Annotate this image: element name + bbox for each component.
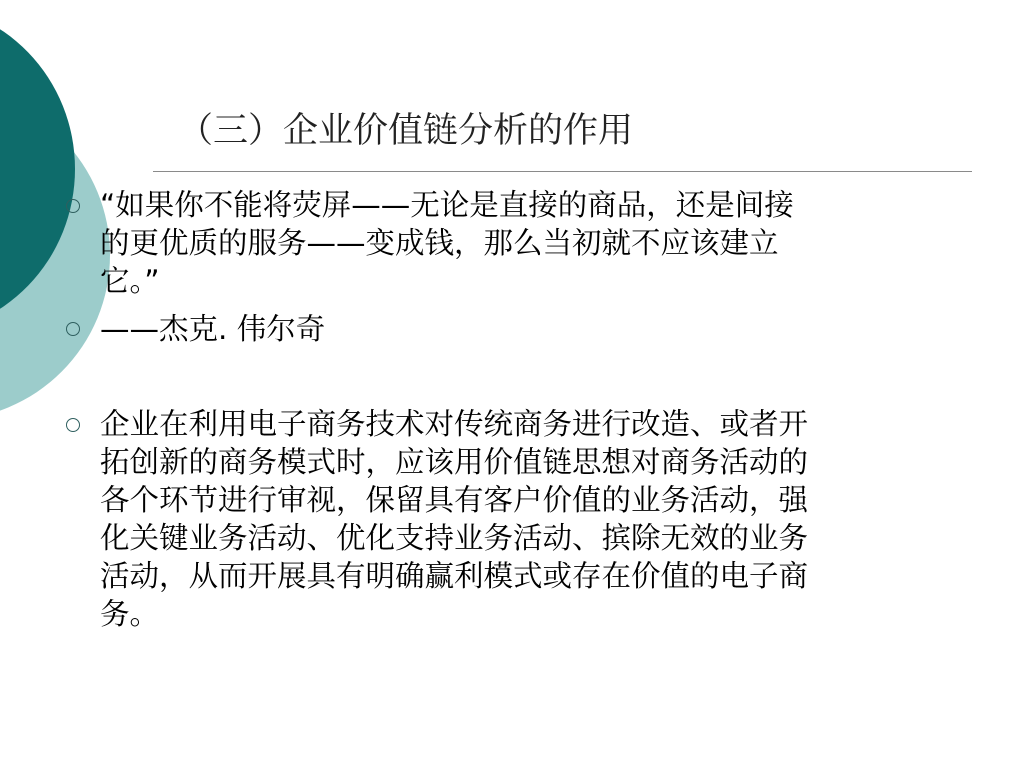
slide-title: （三）企业价值链分析的作用 xyxy=(178,111,634,151)
circle-bullet-icon xyxy=(66,322,80,336)
bullet-line: ——杰克. 伟尔奇 xyxy=(100,312,326,346)
bullet-line: 拓创新的商务模式时，应该用价值链思想对商务活动的 xyxy=(100,445,809,479)
bullet-line: 它。” xyxy=(100,264,160,298)
bullet-body xyxy=(100,405,970,633)
bullet-line: 的更优质的服务——变成钱，那么当初就不应该建立 xyxy=(100,226,779,260)
bullet-line: 活动，从而开展具有明确赢利模式或存在价值的电子商 xyxy=(100,559,809,593)
bullet-quote xyxy=(100,186,970,300)
title-divider xyxy=(153,171,972,172)
bullet-line: 企业在利用电子商务技术对传统商务进行改造、或者开 xyxy=(100,407,809,441)
bullet-line: 各个环节进行审视，保留具有客户价值的业务活动，强 xyxy=(100,483,809,517)
circle-bullet-icon xyxy=(66,199,80,213)
bullet-attribution xyxy=(100,310,970,348)
bullet-line: 化关键业务活动、优化支持业务活动、摈除无效的业务 xyxy=(100,521,809,555)
bullet-line: “如果你不能将荧屏——无论是直接的商品，还是间接 xyxy=(100,188,794,222)
circle-bullet-icon xyxy=(66,418,80,432)
bullet-line: 务。 xyxy=(100,597,160,631)
